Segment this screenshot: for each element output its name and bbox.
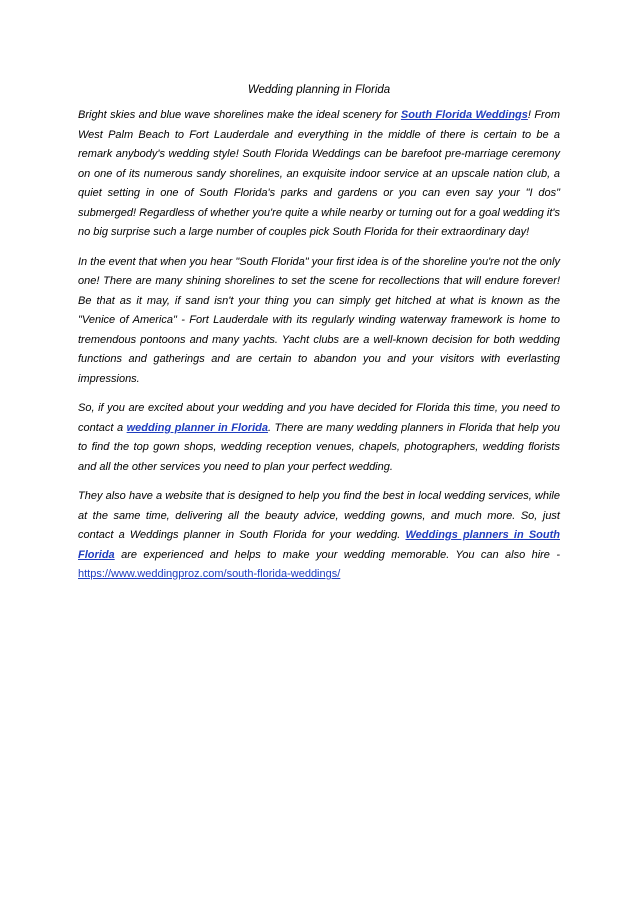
paragraph-3 (78, 399, 560, 477)
paragraph-1-text-start: Bright skies and blue wave shorelines make the ideal scenery for (78, 109, 401, 121)
paragraph-4 (78, 487, 560, 585)
document-title: Wedding planning in Florida (247, 84, 391, 96)
paragraph-4-text-middle: are experienced and helps to make your wedding memorable. You can also hire - (114, 548, 560, 561)
paragraph-3-text-end: . There are many wedding planners in Florida that help you to find the top gown shops, wedding reception venues, chapels, photographers, wedding florists and all the other services you need to plan your perfect wedding. (78, 421, 560, 473)
weddings-planners-south-florida-link[interactable]: Weddings planners in South Florida (78, 529, 560, 561)
paragraph-1 (78, 106, 560, 243)
paragraph-1-text-end: ! From West Palm Beach to Fort Lauderdale and everything in the middle of there is certain to be a remark anybody's wedding style! South Florida Weddings can be barefoot pre-marriage ceremony on one of its numerous sandy shorelines, an exquisite indoor service at an upscale nation club, a quiet setting in one of South Florida's parks and gardens or you can even say your "I dos" submerged! Regardless of whether you're quite a while nearby or turning out for a goal wedding it's no big surprise such a large number of couples pick South Florida for their extraordinary day! (78, 109, 561, 238)
south-florida-weddings-link[interactable]: South Florida Weddings (400, 109, 528, 121)
weddingproz-url-link[interactable]: https://www.weddingproz.com/south-florida-weddings/ (78, 568, 341, 580)
wedding-planner-florida-link[interactable]: wedding planner in Florida (126, 421, 268, 434)
paragraph-3-text-start: So, if you are excited about your wedding and you have decided for Florida this time, you need to contact a (78, 402, 560, 434)
paragraph-2: In the event that when you hear "South Florida" your first idea is of the shoreline you're not the only one! There are many shining shorelines to set the scene for recollections that will endure forever! Be that as it may, if sand isn't your thing you can simply get hitched at what is known as the "Venice of America" - Fort Lauderdale with its regularly winding waterway framework is home to tremendous pontoons and many yachts. Yacht clubs are a well-known decision for both wedding functions and gatherings and are certain to abandon you and your visitors with everlasting impressions. (78, 255, 560, 385)
paragraph-4-text-start: They also have a website that is designed to help you find the best in local wedding services, while at the same time, delivering all the beauty advice, wedding gowns, and much more. So, just contact a Weddings planner in South Florida for your wedding. (78, 490, 560, 541)
